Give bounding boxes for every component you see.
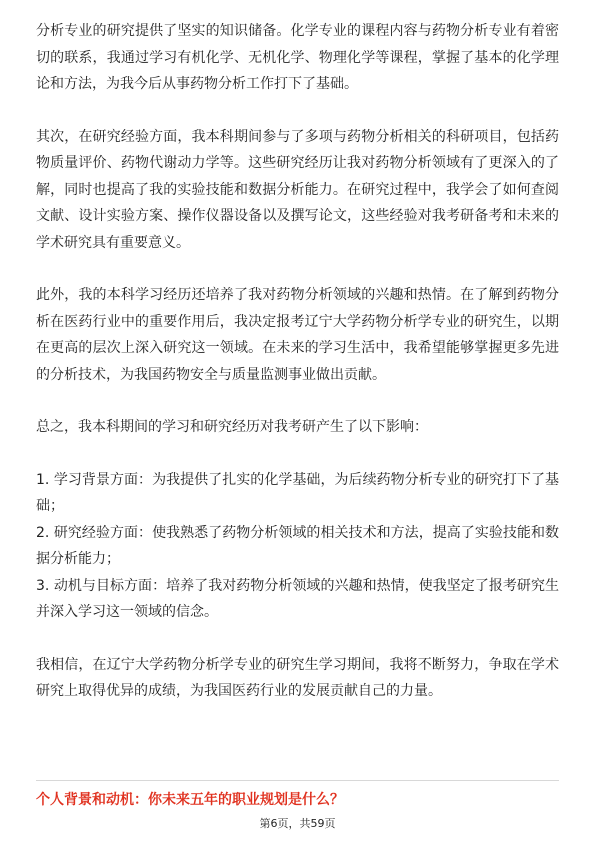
document-body: [36, 18, 559, 731]
paragraph-summary-intro: 总之，我本科期间的学习和研究经历对我考研产生了以下影响：: [36, 419, 428, 435]
page-number: 第6页，共59页: [259, 817, 336, 830]
paragraph-interest-motivation: 此外，我的本科学习经历还培养了我对药物分析领域的兴趣和热情。在了解到药物分析在医药行业中的重要作用后，我决定报考辽宁大学药物分析学专业的研究生，以期在更高的层次上深入研究这一领域。在未来的学习生活中，我希望能够掌握更多先进的分析技术，为我国药物安全与质量监测事业做出贡献。: [36, 287, 559, 383]
paragraph-research-experience: 其次，在研究经验方面，我本科期间参与了多项与药物分析相关的科研项目，包括药物质量评价、药物代谢动力学等。这些研究经历让我对药物分析领域有了更深入的了解，同时也提高了我的实验技能和数据分析能力。在研究过程中，我学会了如何查阅文献、设计实验方案、操作仪器设备以及撰写论文，这些经验对我考研备考和未来的学术研究具有重要意义。: [36, 128, 559, 251]
paragraph-closing: 我相信，在辽宁大学药物分析学专业的研究生学习期间，我将不断努力，争取在学术研究上取得优异的成绩，为我国医药行业的发展贡献自己的力量。: [36, 656, 559, 699]
section-divider: [36, 780, 559, 781]
list-item: 3. 动机与目标方面：培养了我对药物分析领域的兴趣和热情，使我坚定了报考研究生并深入学习这一领域的信念。: [36, 577, 559, 620]
paragraph-academic-background: 分析专业的研究提供了坚实的知识储备。化学专业的课程内容与药物分析专业有着密切的联系，我通过学习有机化学、无机化学、物理化学等课程，掌握了基本的化学理论和方法，为我今后从事药物分析工作打下了基础。: [36, 23, 559, 92]
list-item: 1. 学习背景方面：为我提供了扎实的化学基础，为后续药物分析专业的研究打下了基础；: [36, 471, 559, 514]
list-item: 2. 研究经验方面：使我熟悉了药物分析领域的相关技术和方法，提高了实验技能和数据分析能力；: [36, 524, 559, 567]
next-section-heading: 个人背景和动机：你未来五年的职业规划是什么？: [36, 792, 344, 808]
impact-list: [36, 467, 559, 626]
